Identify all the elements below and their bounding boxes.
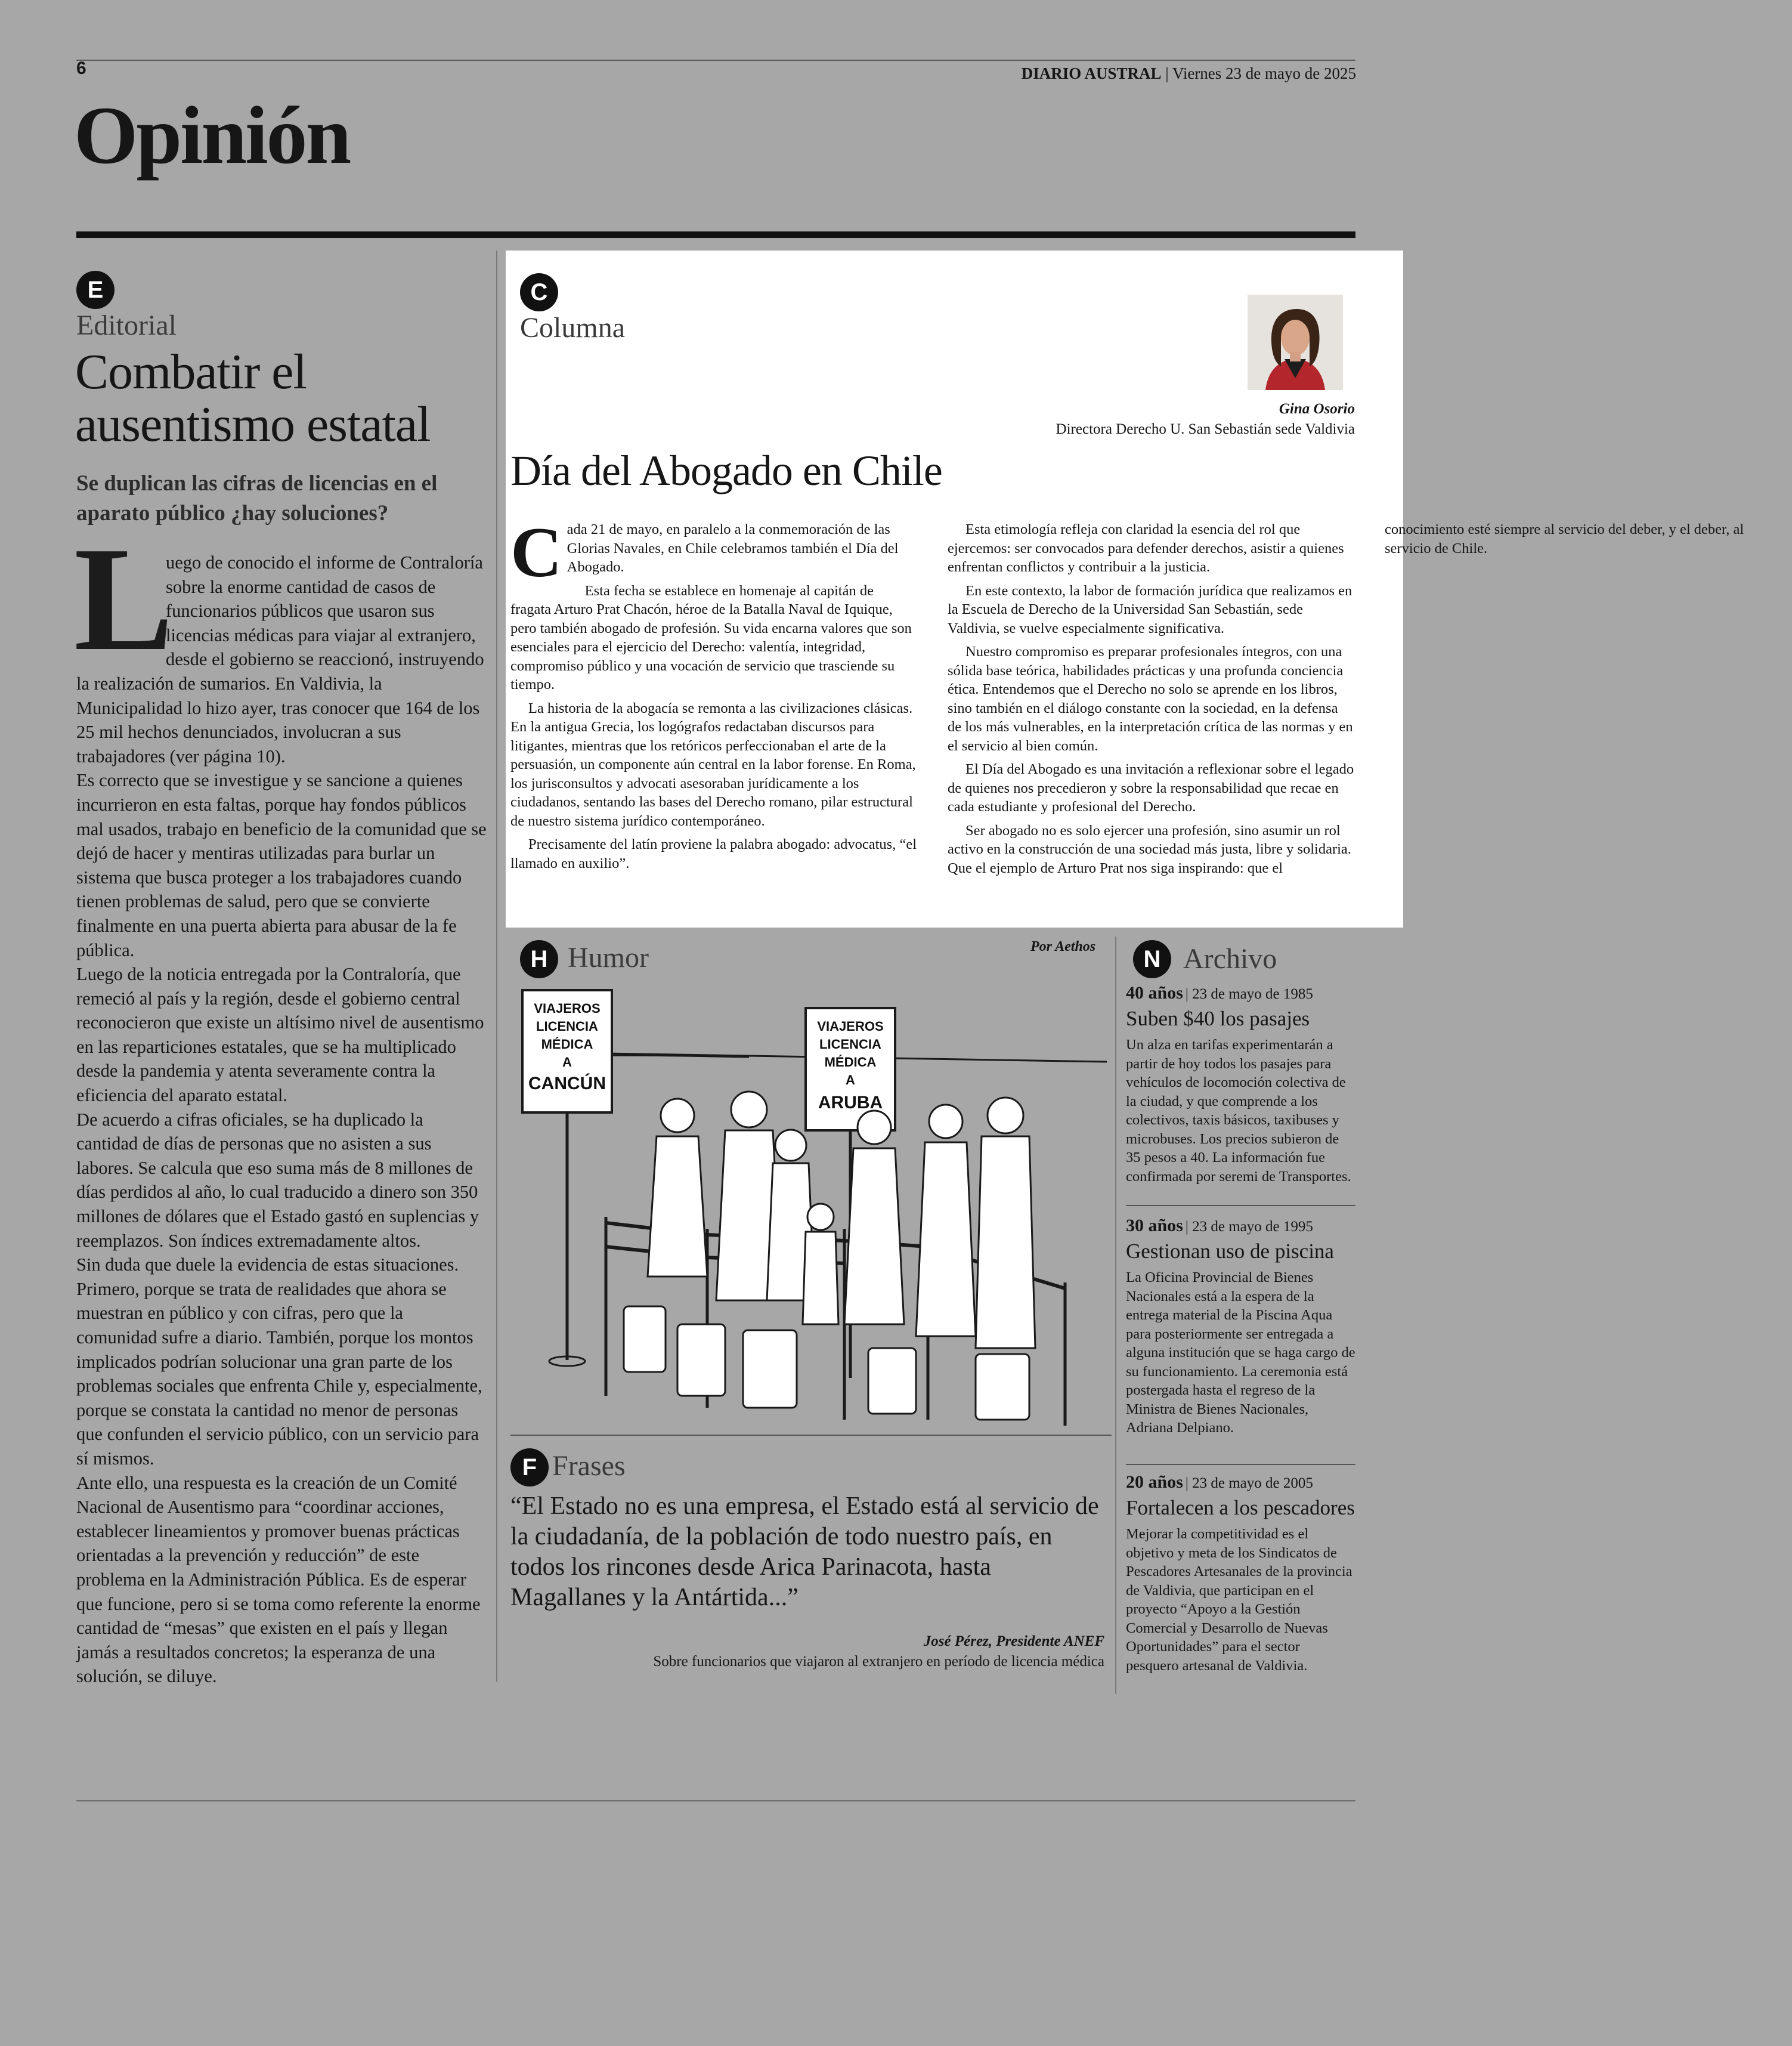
archive-title: Suben $40 los pasajes (1126, 1007, 1310, 1030)
archive-kicker: Archivo (1183, 943, 1277, 975)
column-paragraph: Esta fecha se establece en homenaje al capitán de fragata Arturo Prat Chacón, héroe de la Batalla Naval de Iquique, pero también abogado de profesión. Su vida encarna valores que son esenciales para el ejercicio del Derecho: valentía, integridad, compromiso público y una vocación de servicio que trasciende su tiempo. (510, 582, 912, 693)
author-name: Gina Osorio (1279, 401, 1355, 417)
sign-right-line: VIAJEROS (817, 1019, 884, 1034)
archive-text: Un alza en tarifas experimentarán a partir de hoy todos los pasajes para vehículos de locomoción colectiva de la ciudad, y que comprende a los colectivos, taxis básicos, taxibuses y microbuses. Los precios subieron de 35 pesos a 40. La información fue confirmada por seremi de Transportes. (1126, 1037, 1351, 1185)
bottom-rule (76, 1800, 1355, 1801)
column-dropcap: C (510, 512, 562, 592)
sign-left-line: A (562, 1055, 572, 1070)
quote-author: José Pérez, Presidente ANEF (923, 1633, 1104, 1649)
archive-badge: N (1133, 940, 1171, 978)
column-body (510, 512, 1744, 902)
archive-text: Mejorar la competitividad es el objetivo y meta de los Sindicatos de Pescadores Artesanales de la provincia de Valdivia, que participan en el proyecto “Apoyo a la Gestión Comercial y Desarrollo de Nuevas Oportunidades” para el sector pesquero artesanal de Valdivia. (1126, 1526, 1352, 1674)
page-number: 6 (76, 58, 86, 78)
publication-name: DIARIO AUSTRAL (1021, 64, 1162, 82)
dropcap-spacer (76, 551, 166, 665)
author-portrait-icon (1248, 295, 1343, 390)
author-photo (1248, 295, 1343, 390)
editorial-paragraph: Sin duda que duele la evidencia de estas situaciones. Primero, porque se trata de realidades que ahora se muestran en público y con cifras, pero que la comunidad sufre a diario. También, porque los montos implicados podrían solucionar una gran parte de los problemas sociales que enfrenta Chile y, especialmente, porque se constata la cantidad no menor de personas que confunden el servicio público, con un servicio para sí mismos. (76, 1254, 482, 1469)
section-rule (76, 231, 1355, 238)
sign-right-line: MÉDICA (824, 1055, 877, 1070)
header-rule (76, 60, 1355, 61)
archive-title: Gestionan uso de piscina (1126, 1240, 1334, 1263)
editorial-headline: Combatir el ausentismo estatal (75, 344, 431, 452)
sign-right-line: A (846, 1073, 855, 1087)
sign-left-line: MÉDICA (541, 1037, 593, 1052)
archive-separator (1126, 1205, 1355, 1206)
sign-left-line: LICENCIA (536, 1019, 598, 1034)
sign-left-line: VIAJEROS (534, 1001, 601, 1016)
column-divider (1115, 937, 1116, 1694)
archive-date: 23 de mayo de 2005 (1192, 1475, 1313, 1491)
humor-badge: H (520, 940, 558, 978)
editorial-paragraph: De acuerdo a cifras oficiales, se ha duplicado la cantidad de días de personas que no asisten a sus labores. Se calcula que eso suma más de 8 millones de días perdidos al año, lo cual traducido a dinero son 350 millones de dólares que el Estado gastó en suplencias y reemplazos. Son índices extremadamente altos. (76, 1109, 479, 1251)
column-paragraph: Nuestro compromiso es preparar profesionales íntegros, con una sólida base teórica, habilidades prácticas y una profunda conciencia ética. Entendemos que el Derecho no solo se aprende en los libros, sino también en el diálogo constante con la sociedad, en la defensa de los más vulnerables, en la interpretación crítica de las normas y en el servicio al bien común. (948, 644, 1353, 754)
archive-title: Fortalecen a los pescadores (1126, 1496, 1355, 1519)
archive-date-separator: | (1185, 1219, 1193, 1235)
archive-text: La Oficina Provincial de Bienes Nacionales está a la espera de la entrega material de la Piscina Aqua para posteriormente ser entregada a alguna institución que se haga cargo de su funcionamiento. La ceremonia está postergada hasta el regreso de la Ministra de Bienes Nacionales, Adriana Delpiano. (1126, 1269, 1355, 1436)
editorial-paragraph: Ante ello, una respuesta es la creación de un Comité Nacional de Ausentismo para “coordinar acciones, establecer lineamientos y promover buenas prácticas orientadas a la prevención y reducción” de este problema en la Administración Pública. Es de esperar que funcione, pero si se toma como referente la enorme cantidad de “mesas” que existen en el país y llegan jamás a resultados concretos; la esperanza de una solución, se diluye. (76, 1472, 481, 1687)
column-paragraph: En este contexto, la labor de formación jurídica que realizamos en la Escuela de Derecho de la Universidad San Sebastián, sede Valdivia, se vuelve especialmente significativa. (948, 582, 1352, 636)
column-paragraph: Esta etimología refleja con claridad la esencia del rol que ejercemos: ser convocados para defender derechos, asistir a quienes enfrentan conflictos y contribuir a la justicia. (948, 521, 1344, 575)
archive-entry (1126, 1216, 1355, 1438)
archive-years: 40 años (1126, 983, 1183, 1003)
humor-rule (510, 1435, 1112, 1436)
column-paragraph: El Día del Abogado es una invitación a reflexionar sobre el legado de quienes nos precedieron y sobre la responsabilidad que recae en cada estudiante y profesional del Derecho. (948, 761, 1354, 815)
editorial-dropcap: L (74, 517, 174, 682)
archive-years: 30 años (1126, 1216, 1183, 1235)
editorial-paragraph: uego de conocido el informe de Contraloría sobre la enorme cantidad de casos de funcionarios públicos que usaron sus licencias médicas para viajar al extranjero, desde el gobierno se reaccionó, instruyendo la realización de sumarios. En Valdivia, la Municipalidad lo hizo ayer, tras conocer que 164 de los 25 mil hechos denunciados, involucran a sus trabajadores (ver página 10). (76, 552, 484, 767)
column-divider (496, 251, 497, 1682)
editorial-paragraph: Es correcto que se investigue y se sancione a quienes incurrieron en esta faltas, porque hay fondos públicos mal usados, trabajo en beneficio de la comunidad que se dejó de hacer y mentiras utilizadas para burlar un sistema que busca proteger a los trabajadores cuando tienen problemas de salud, pero que se convierte finalmente en una puerta abierta para abusar de la fe pública. (76, 770, 487, 960)
sign-left-line: CANCÚN (528, 1074, 606, 1093)
publication-date: Viernes 23 de mayo de 2025 (1172, 64, 1356, 82)
column-paragraph: Ser abogado no es solo ejercer una profesión, sino asumir un rol activo en la construcción de una sociedad más justa, libre y solidaria. Que el ejemplo de Arturo Prat nos siga inspirando: que el conocimiento esté siempre al servicio del deber, y el deber, al servicio de Chile. (948, 521, 1744, 876)
quote-text: “El Estado no es una empresa, el Estado está al servicio de la ciudadanía, de la población de todo nuestro país, en todos los rincones desde Arica Parinacota, hasta Magallanes y la Antártida...” (510, 1492, 1099, 1611)
editorial-deck: Se duplican las cifras de licencias en el aparato público ¿hay soluciones? (76, 471, 438, 526)
column-paragraph: La historia de la abogacía se remonta a las civilizaciones clásicas. En la antigua Grecia, los logógrafos redactaban discursos para litigantes, mientras que los retóricos perfeccionaban el arte de la persuasión, un componente aún central en la labor forense. En Roma, los jurisconsultos y advocati asesoraban jurídicamente a los ciudadanos, sentando las bases del Derecho romano, pilar estructural de nuestro sistema jurídico contemporáneo. (510, 700, 916, 829)
archive-entry (1126, 1472, 1355, 1675)
column-paragraph-text: ada 21 de mayo, en paralelo a la conmemoración de las Glorias Navales, en Chile celebramos también el Día del Abogado. (567, 521, 899, 575)
sign-right-line: ARUBA (818, 1093, 883, 1112)
column-paragraph (510, 512, 918, 592)
author-role: Directora Derecho U. San Sebastián sede Valdivia (1056, 421, 1355, 437)
column-badge: C (520, 273, 558, 311)
archive-date-separator: | (1185, 1475, 1193, 1491)
editorial-body (76, 551, 488, 1689)
humor-cartoon (510, 966, 1112, 1432)
column-headline: Día del Abogado en Chile (510, 447, 942, 494)
header-separator: | (1165, 64, 1172, 82)
humor-kicker: Humor (568, 942, 649, 973)
quote-context: Sobre funcionarios que viajaron al extranjero en período de licencia médica (653, 1654, 1104, 1670)
humor-credit: Por Aethos (1030, 939, 1096, 954)
frases-badge: F (510, 1448, 549, 1486)
editorial-paragraph: Luego de la noticia entregada por la Contraloría, que remeció al país y la región, desde el gobierno central reconocieron que existe un altísimo nivel de ausentismo en las reparticiones estatales, que se ha multiplicado desde la pandemia y atenta severamente contra la eficiencia del aparato estatal. (76, 964, 484, 1106)
editorial-badge: E (76, 271, 114, 309)
archive-date-separator: | (1185, 986, 1193, 1002)
header-meta (1022, 64, 1356, 83)
column-kicker: Columna (520, 312, 625, 344)
editorial-kicker: Editorial (76, 310, 177, 341)
frases-kicker: Frases (552, 1450, 626, 1482)
sign-right-line: LICENCIA (819, 1037, 881, 1052)
archive-entry (1126, 983, 1355, 1186)
archive-years: 20 años (1126, 1472, 1183, 1492)
archive-separator (1126, 1464, 1355, 1465)
column-paragraph: Precisamente del latín proviene la palabra abogado: advocatus, “el llamado en auxilio”. (510, 836, 917, 871)
section-title: Opinión (74, 89, 350, 181)
archive-date: 23 de mayo de 1985 (1192, 986, 1313, 1002)
archive-date: 23 de mayo de 1995 (1192, 1219, 1313, 1235)
